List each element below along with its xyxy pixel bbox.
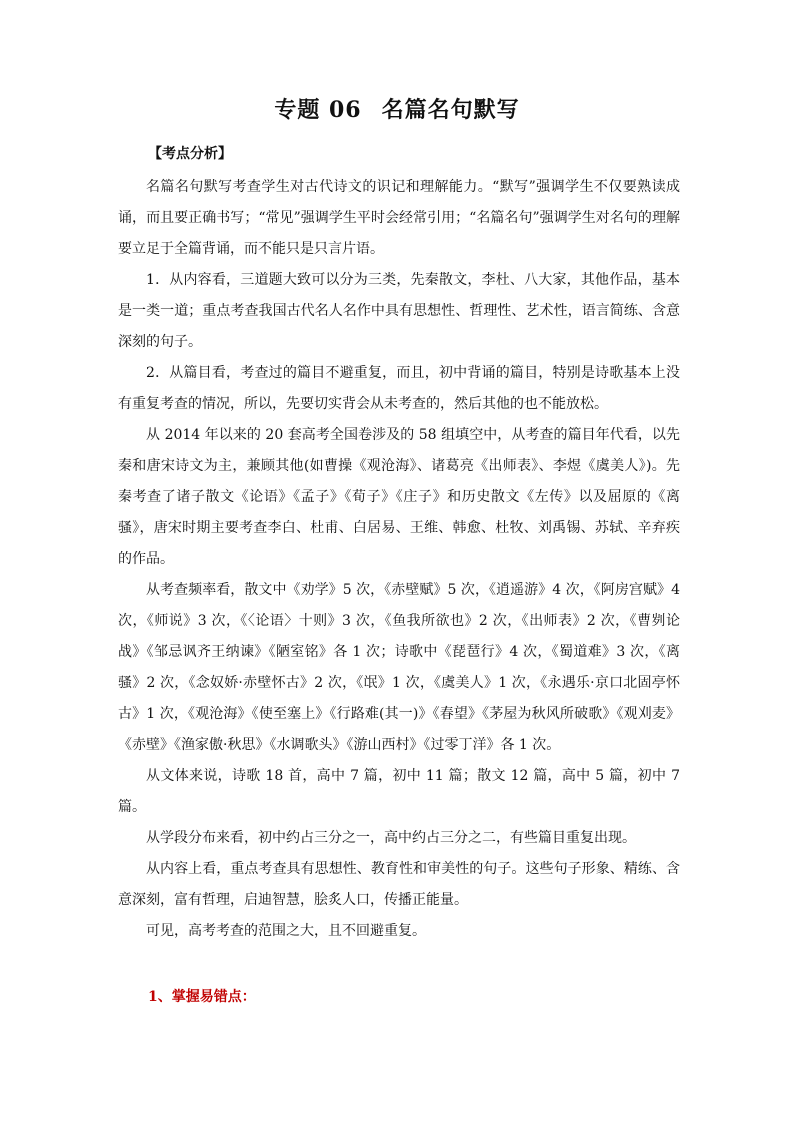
paragraph: 1．从内容看，三道题大致可以分为三类，先秦散文，李杜、八大家，其他作品，基本是一类一道；重点考查我国古代名人名作中具有思想性、哲理性、艺术性，语言简练、含意深刻的句子。	[118, 272, 680, 350]
sub-heading: 1、掌握易错点：	[148, 989, 256, 1005]
body-text	[118, 172, 680, 947]
paragraph: 从 2014 年以来的 20 套高考全国卷涉及的 58 组填空中，从考查的篇目年代看，以先秦和唐宋诗文为主，兼顾其他(如曹操《观沧海》、诸葛亮《出师表》、李煜《虞美人》)。先秦考查了诸子散文《论语》《孟子》《荀子》《庄子》和历史散文《左传》以及屈原的《离骚》，唐宋时期主要考查李白、杜甫、白居易、王维、韩愈、杜牧、刘禹锡、苏轼、辛弃疾的作品。	[118, 427, 680, 567]
document-title	[0, 93, 794, 124]
paragraph: 从考查频率看，散文中《劝学》5 次，《赤壁赋》5 次，《逍遥游》4 次，《阿房宫赋》4 次，《师说》3 次，《〈论语〉十则》3 次，《鱼我所欲也》2 次，《出师表》2 次，《曹刿论战》《邹忌讽齐王纳谏》《陋室铭》各 1 次；诗歌中《琵琶行》4 次，《蜀道难》3 次，《离骚》2 次，《念奴娇·赤壁怀古》2 次，《氓》1 次，《虞美人》1 次，《永遇乐·京口北固亭怀古》1 次，《观沧海》《使至塞上》《行路难(其一)》《春望》《茅屋为秋风所破歌》《观刈麦》《赤壁》《渔家傲·秋思》《水调歌头》《游山西村》《过零丁洋》各 1 次。	[118, 582, 680, 753]
paragraph: 从文体来说，诗歌 18 首，高中 7 篇，初中 11 篇；散文 12 篇，高中 5 篇，初中 7 篇。	[118, 768, 680, 815]
title-part-2: 名篇名句默写	[381, 97, 520, 123]
paragraph: 2．从篇目看，考查过的篇目不避重复，而且，初中背诵的篇目，特别是诗歌基本上没有重复考查的情况，所以，先要切实背会从未考查的，然后其他的也不能放松。	[118, 365, 680, 412]
title-part-1: 专题 06	[274, 97, 362, 123]
section-heading: 【考点分析】	[148, 146, 232, 162]
paragraph: 从学段分布来看，初中约占三分之一，高中约占三分之二，有些篇目重复出现。	[146, 830, 636, 846]
paragraph: 名篇名句默写考查学生对古代诗文的识记和理解能力。“默写”强调学生不仅要熟读成诵，而且要正确书写；“常见”强调学生平时会经常引用；“名篇名句”强调学生对名句的理解要立足于全篇背诵，而不能只是只言片语。	[118, 179, 680, 257]
paragraph: 从内容上看，重点考查具有思想性、教育性和审美性的句子。这些句子形象、精练、含意深刻，富有哲理，启迪智慧，脍炙人口，传播正能量。	[118, 861, 680, 908]
paragraph: 可见，高考考查的范围之大，且不回避重复。	[146, 923, 426, 939]
